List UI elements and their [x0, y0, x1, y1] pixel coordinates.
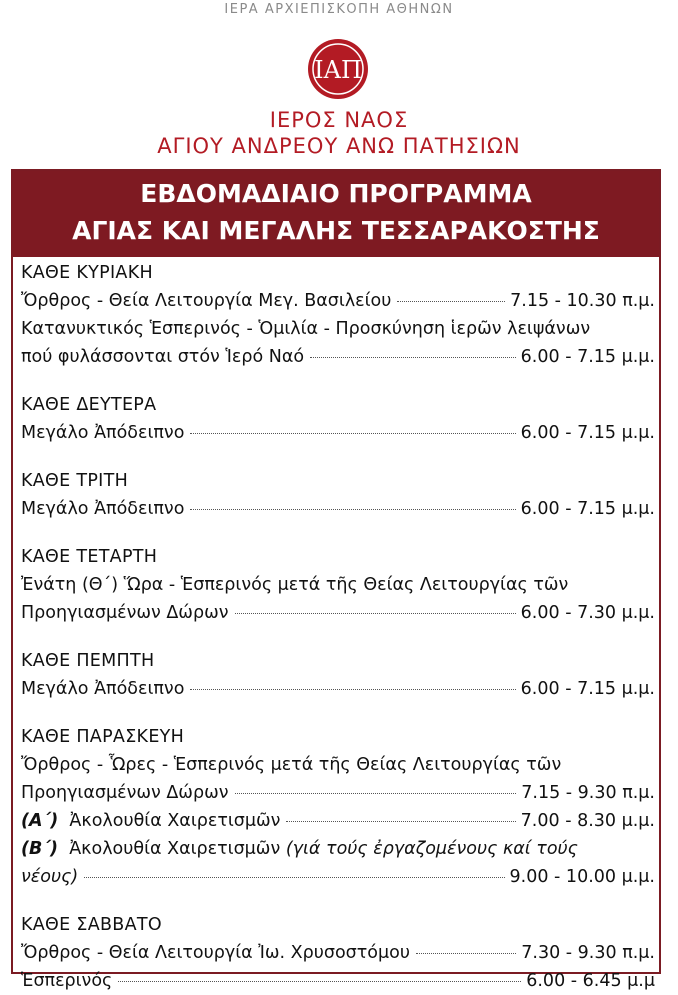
service-label: Ἀκολουθία Χαιρετισμῶν — [69, 839, 281, 859]
service-name-line: Κατανυκτικός Ἑσπερινός - Ὁμιλία - Προσκύνηση ἱερῶν λειψάνων — [21, 319, 591, 339]
schedule-row — [21, 863, 655, 891]
dot-leader — [416, 953, 516, 954]
service-label: Ἀκολουθία Χαιρετισμῶν — [69, 811, 281, 831]
schedule-row — [21, 779, 655, 807]
service-name: Μεγάλο Ἀπόδειπνο — [21, 423, 185, 443]
service-prefix: (Α΄) — [21, 811, 59, 831]
service-time: 7.15 - 9.30 π.μ. — [521, 783, 655, 803]
service-name: Προηγιασμένων Δώρων — [21, 783, 229, 803]
schedule-banner — [13, 171, 659, 257]
service-name: πού φυλάσσονται στόν Ἱερό Ναό — [21, 347, 305, 367]
service-name: Ὄρθρος - Θεία Λειτουργία Ἰω. Χρυσοστόμου — [21, 943, 410, 963]
day-block-tuesday — [21, 467, 655, 523]
dot-leader — [190, 509, 515, 510]
service-time: 9.00 - 10.00 μ.μ. — [509, 867, 655, 887]
day-heading: ΚΑΘΕ ΠΑΡΑΣΚΕΥΗ — [21, 727, 185, 747]
day-heading: ΚΑΘΕ ΣΑΒΒΑΤΟ — [21, 915, 162, 935]
schedule-row — [21, 807, 655, 835]
service-time: 7.00 - 8.30 μ.μ. — [520, 811, 655, 831]
church-title-line1: ΙΕΡΟΣ ΝΑΟΣ — [269, 108, 409, 132]
dot-leader — [235, 613, 516, 614]
schedule-row — [21, 419, 655, 447]
service-name: Μεγάλο Ἀπόδειπνο — [21, 679, 185, 699]
service-name-line: Ἐνάτη (Θ΄) Ὥρα - Ἑσπερινός μετά τῆς Θείας Λειτουργίας τῶν — [21, 575, 569, 595]
service-time: 7.15 - 10.30 π.μ. — [510, 291, 655, 311]
service-time: 6.00 - 7.30 μ.μ. — [520, 603, 655, 623]
dot-leader — [118, 981, 521, 982]
dot-leader — [286, 821, 515, 822]
day-block-monday — [21, 391, 655, 447]
service-name-line: Ὄρθρος - Ὧρες - Ἑσπερινός μετά τῆς Θείας Λειτουργίας τῶν — [21, 755, 562, 775]
service-name — [21, 807, 280, 835]
schedule-row — [21, 675, 655, 703]
banner-title-line1: ΕΒΔΟΜΑΔΙΑΙΟ ΠΡΟΓΡΑΜΜΑ — [140, 179, 532, 208]
service-note: (γιά τούς ἐργαζομένους καί τούς — [285, 839, 578, 859]
service-time: 7.30 - 9.30 π.μ. — [521, 943, 655, 963]
logo-letters: ΙΑΠ — [314, 56, 362, 84]
day-block-thursday — [21, 647, 655, 703]
day-heading: ΚΑΘΕ ΤΡΙΤΗ — [21, 471, 129, 491]
page-header — [0, 0, 678, 168]
service-name: Προηγιασμένων Δώρων — [21, 603, 229, 623]
schedule-row — [21, 599, 655, 627]
dot-leader — [190, 689, 515, 690]
day-block-saturday — [21, 911, 655, 995]
schedule-row — [21, 967, 655, 995]
schedule-frame — [11, 169, 661, 991]
day-block-sunday — [21, 259, 655, 371]
dot-leader — [190, 433, 515, 434]
dot-leader — [84, 877, 504, 878]
schedule-row — [21, 939, 655, 967]
schedule-row — [21, 287, 655, 315]
service-prefix: (Β΄) — [21, 839, 59, 859]
service-name: νέους) — [21, 867, 79, 887]
service-time: 6.00 - 6.45 μ.μ — [526, 971, 655, 991]
banner-title-line2: ΑΓΙΑΣ ΚΑΙ ΜΕΓΑΛΗΣ ΤΕΣΣΑΡΑΚΟΣΤΗΣ — [72, 216, 600, 245]
church-title-line2: ΑΓΙΟΥ ΑΝΔΡΕΟΥ ΑΝΩ ΠΑΤΗΣΙΩΝ — [157, 134, 521, 158]
service-name: Ὄρθρος - Θεία Λειτουργία Μεγ. Βασιλείου — [21, 291, 392, 311]
service-time: 6.00 - 7.15 μ.μ. — [520, 499, 655, 519]
schedule-row — [21, 495, 655, 523]
day-heading: ΚΑΘΕ ΚΥΡΙΑΚΗ — [21, 263, 153, 283]
church-logo-icon — [304, 36, 372, 106]
day-heading: ΚΑΘΕ ΔΕΥΤΕΡΑ — [21, 395, 157, 415]
service-name: Ἑσπερινός — [21, 971, 113, 991]
day-heading: ΚΑΘΕ ΠΕΜΠΤΗ — [21, 651, 155, 671]
day-heading: ΚΑΘΕ ΤΕΤΑΡΤΗ — [21, 547, 158, 567]
dot-leader — [310, 357, 516, 358]
service-name-line — [21, 835, 655, 863]
service-name: Μεγάλο Ἀπόδειπνο — [21, 499, 185, 519]
schedule-row — [21, 343, 655, 371]
schedule-list — [21, 259, 655, 995]
service-time: 6.00 - 7.15 μ.μ. — [520, 347, 655, 367]
day-block-friday — [21, 723, 655, 891]
archdiocese-title: ΙΕΡΑ ΑΡΧΙΕΠΙΣΚΟΠΗ ΑΘΗΝΩΝ — [224, 2, 454, 17]
service-time: 6.00 - 7.15 μ.μ. — [520, 679, 655, 699]
day-block-wednesday — [21, 543, 655, 627]
service-time: 6.00 - 7.15 μ.μ. — [520, 423, 655, 443]
dot-leader — [397, 301, 505, 302]
dot-leader — [235, 793, 517, 794]
